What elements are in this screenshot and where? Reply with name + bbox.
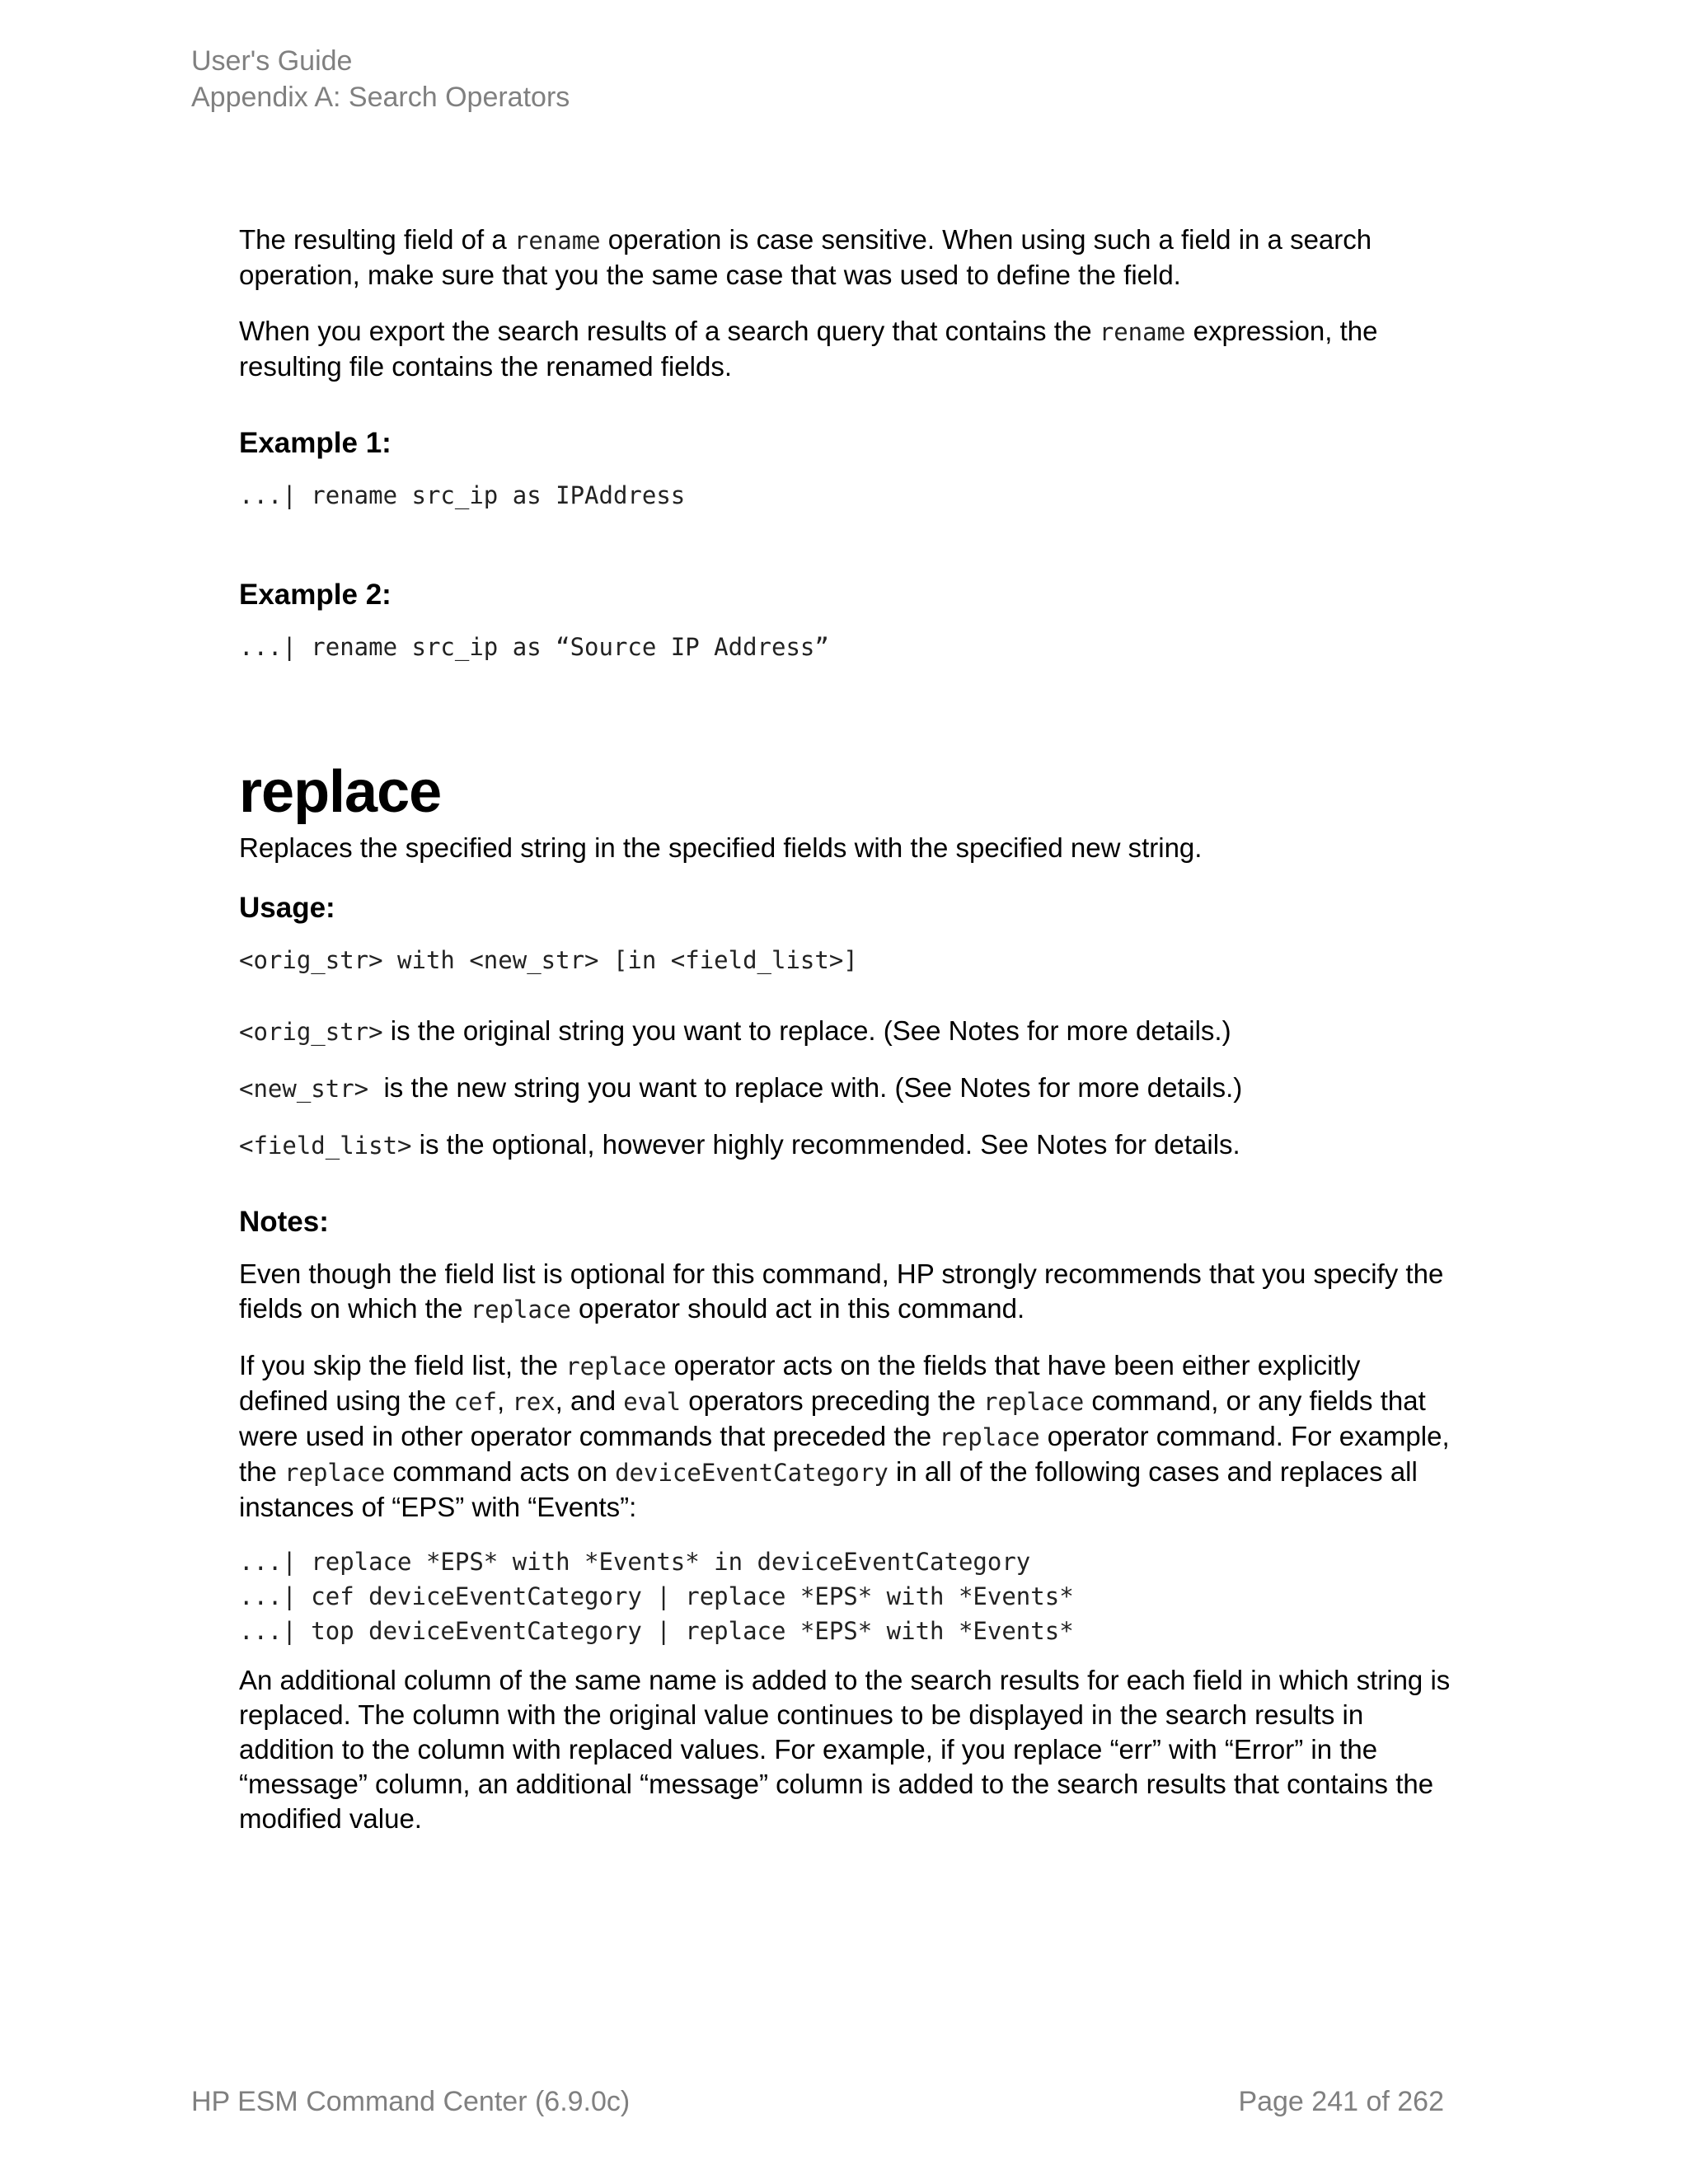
code-line: ...| top deviceEventCategory | replace *EPS* with *Events* bbox=[239, 1617, 1074, 1645]
example2-code: ...| rename src_ip as “Source IP Address” bbox=[239, 633, 829, 661]
usage-code: <orig_str> with <new_str> [in <field_list>] bbox=[239, 946, 858, 974]
param-orig-str: <orig_str> is the original string you want to replace. (See Notes for more details.) bbox=[239, 1015, 1231, 1046]
usage-heading: Usage: bbox=[239, 892, 335, 924]
page-content bbox=[239, 223, 1451, 1836]
code-line: ...| replace *EPS* with *Events* in deviceEventCategory bbox=[239, 1548, 1031, 1576]
param-field-list: <field_list> is the optional, however highly recommended. See Notes for details. bbox=[239, 1129, 1240, 1160]
header-guide-title: User's Guide bbox=[191, 45, 353, 77]
param-new-str: <new_str> is the new string you want to replace with. (See Notes for more details.) bbox=[239, 1072, 1243, 1103]
replace-title: replace bbox=[239, 759, 442, 825]
replace-description: Replaces the specified string in the specified fields with the specified new string. bbox=[239, 832, 1203, 863]
notes-heading: Notes: bbox=[239, 1206, 329, 1238]
notes-paragraph-3: An additional column of the same name is added to the search results for each field in which string is replaced. The column with the original value continues to be displayed in the search results in addition to the column with replaced values. For example, if you replace “err” with “Error” in the “message” column, an additional “message” column is added to the search results that contains the modified value. bbox=[239, 1665, 1451, 1834]
notes-paragraph-2: If you skip the field list, the replace operator acts on the fields that have been either explicitly defined using the cef, rex, and eval operators preceding the replace command, or any fields that were used in other operator commands that preceded the replace operator command. For example, the replace command acts on deviceEventCategory in all of the following cases and replaces all instances of “EPS” with “Events”: bbox=[239, 1350, 1450, 1522]
example2-heading: Example 2: bbox=[239, 579, 392, 611]
page-header bbox=[191, 43, 570, 115]
example1-heading: Example 1: bbox=[239, 427, 392, 459]
notes-paragraph-1: Even though the field list is optional for this command, HP strongly recommends that you specify the fields on which the replace operator should act in this command. bbox=[239, 1258, 1444, 1324]
rename-case-note: The resulting field of a rename operation is case sensitive. When using such a field in a search operation, make sure that you the same case that was used to define the field. bbox=[239, 224, 1372, 290]
header-section-title: Appendix A: Search Operators bbox=[191, 82, 570, 113]
footer-product: HP ESM Command Center (6.9.0c) bbox=[191, 2086, 631, 2117]
footer-page-number: Page 241 of 262 bbox=[1238, 2086, 1444, 2117]
code-line: ...| cef deviceEventCategory | replace *EPS* with *Events* bbox=[239, 1582, 1074, 1610]
replace-code-examples bbox=[239, 1544, 1451, 1648]
example1-code: ...| rename src_ip as IPAddress bbox=[239, 481, 686, 509]
rename-export-note: When you export the search results of a search query that contains the rename expression, the resulting file contains the renamed fields. bbox=[239, 316, 1378, 382]
